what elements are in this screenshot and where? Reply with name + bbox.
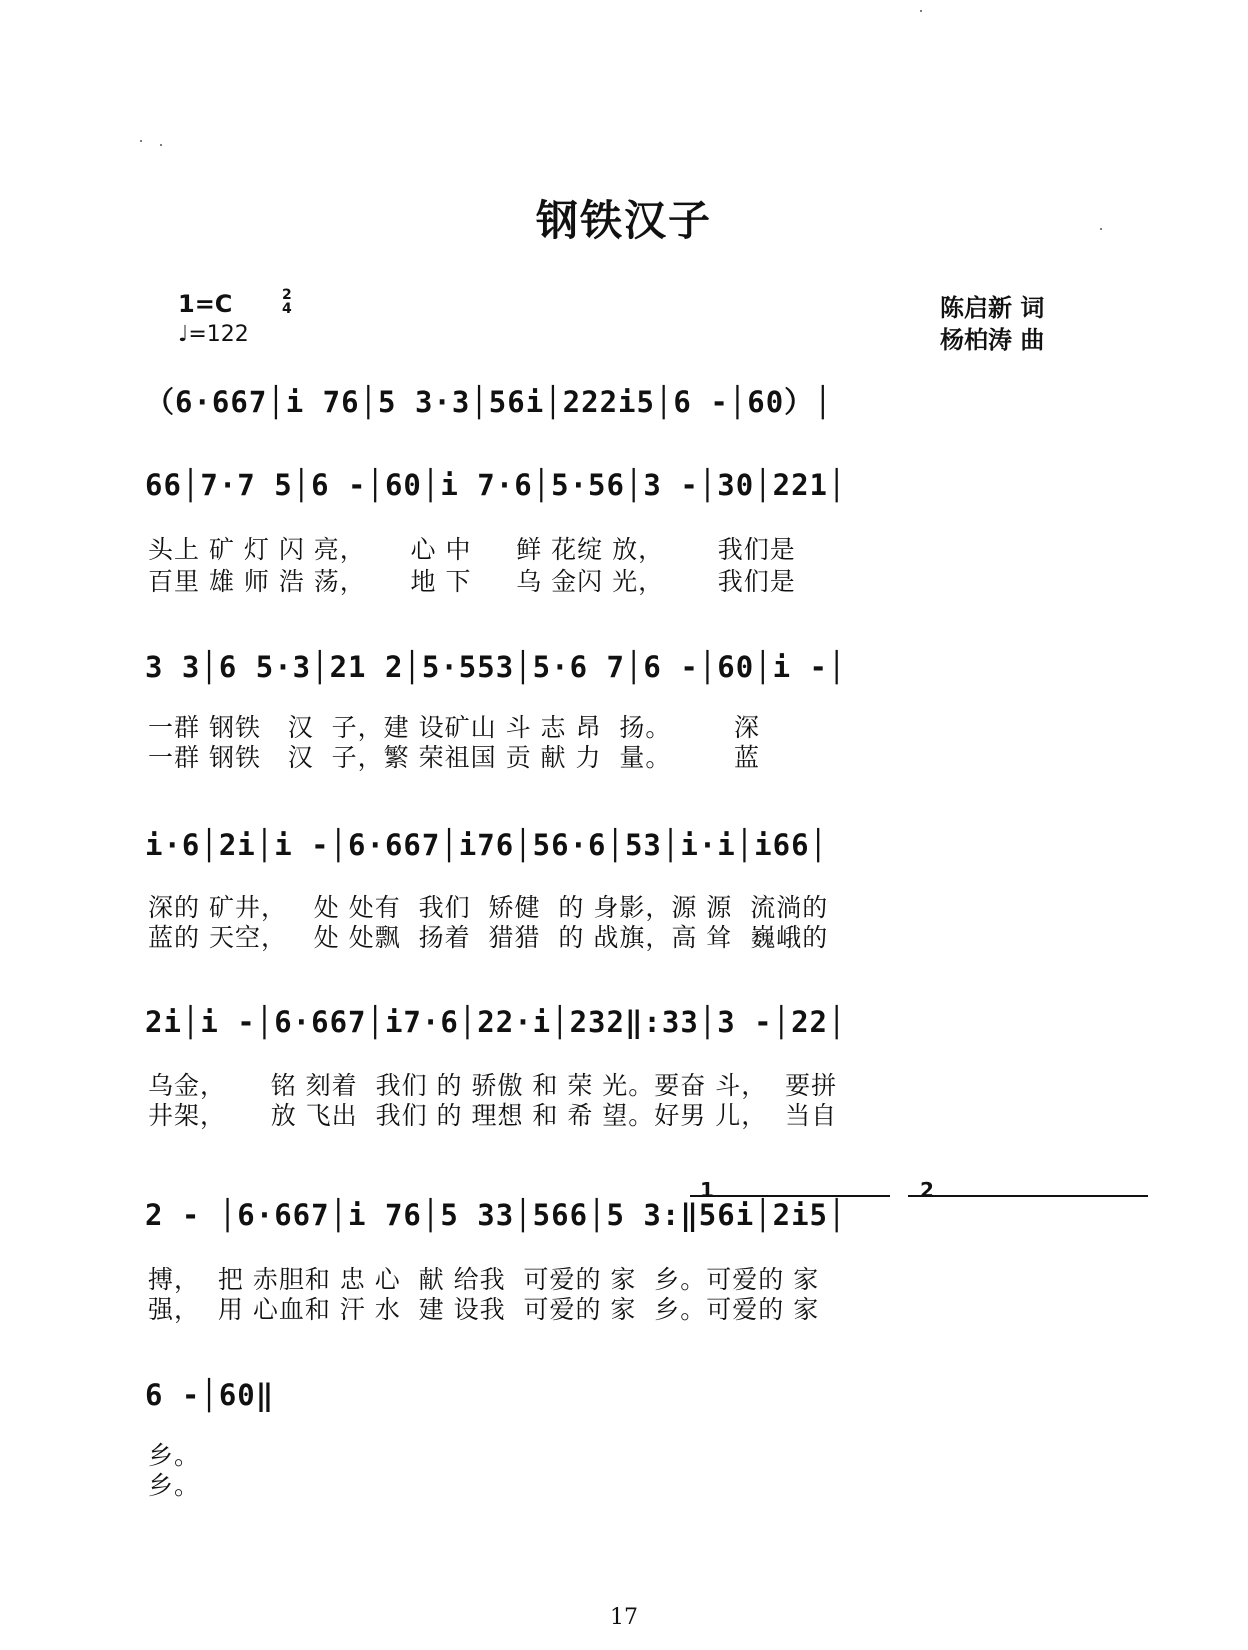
scan-speck [140,140,142,142]
lyric-row-3-verse-1: 一群 钢铁 汉 子，建 设矿山 斗 志 昂 扬。 深 [148,713,760,742]
notation-row-4: i·6│2i│i -│6·667│i76│56·6│53│i·i│i66│ [145,828,829,862]
notation-row-2: 66│7·7 5│6 -│60│i 7·6│5·56│3 -│30│221│ [145,468,847,502]
lyric-row-2-verse-1: 头上 矿 灯 闪 亮， 心 中 鲜 花绽 放， 我们是 [148,535,796,564]
song-title: 钢铁汉子 [535,196,712,245]
scan-speck [920,10,922,12]
lyricist-credit: 陈启新 词 [940,294,1045,322]
volta-label-1: 1 [700,1178,714,1202]
lyric-row-4-verse-1: 深的 矿井， 处 处有 我们 矫健 的 身影，源 源 流淌的 [148,893,829,922]
lyric-row-7-verse-1: 乡。 [148,1441,201,1470]
key-signature: 1=C [178,290,233,318]
lyric-row-6-verse-2: 强， 用 心血和 汗 水 建 设我 可爱的 家 乡。可爱的 家 [148,1295,820,1324]
lyric-row-5-verse-1: 乌金， 铭 刻着 我们 的 骄傲 和 荣 光。要奋 斗， 要拼 [148,1071,838,1100]
lyric-row-4-verse-2: 蓝的 天空， 处 处飘 扬着 猎猎 的 战旗，高 耸 巍峨的 [148,923,829,952]
tempo-marking: ♩=122 [178,322,249,347]
time-signature-top: 2 [282,287,292,303]
notation-row-3: 3 3│6 5·3│21 2│5·553│5·6 7│6 -│60│i -│ [145,650,847,684]
scan-speck [160,144,162,146]
time-signature [282,288,292,316]
lyric-row-6-verse-1: 搏， 把 赤胆和 忠 心 献 给我 可爱的 家 乡。可爱的 家 [148,1265,820,1294]
lyric-row-7-verse-2: 乡。 [148,1471,201,1500]
lyric-row-2-verse-2: 百里 雄 师 浩 荡， 地 下 乌 金闪 光， 我们是 [148,567,796,596]
page-number: 17 [610,1605,638,1630]
volta-label-2: 2 [920,1178,934,1202]
time-signature-bottom: 4 [282,301,292,317]
notation-row-6: 2 - │6·667│i 76│5 33│566│5 3:‖56i│2i5│ [145,1198,847,1232]
composer-credit: 杨柏涛 曲 [940,326,1045,354]
lyric-row-3-verse-2: 一群 钢铁 汉 子，繁 荣祖国 贡 献 力 量。 蓝 [148,743,760,772]
lyric-row-5-verse-2: 井架， 放 飞出 我们 的 理想 和 希 望。好男 儿， 当自 [148,1101,838,1130]
notation-row-1: （6·667│i 76│5 3·3│56i│222i5│6 -│60）│ [145,385,833,419]
notation-row-7: 6 -│60‖ [145,1378,275,1412]
scan-speck [1100,228,1102,230]
notation-row-5: 2i│i -│6·667│i7·6│22·i│232‖:33│3 -│22│ [145,1005,847,1039]
